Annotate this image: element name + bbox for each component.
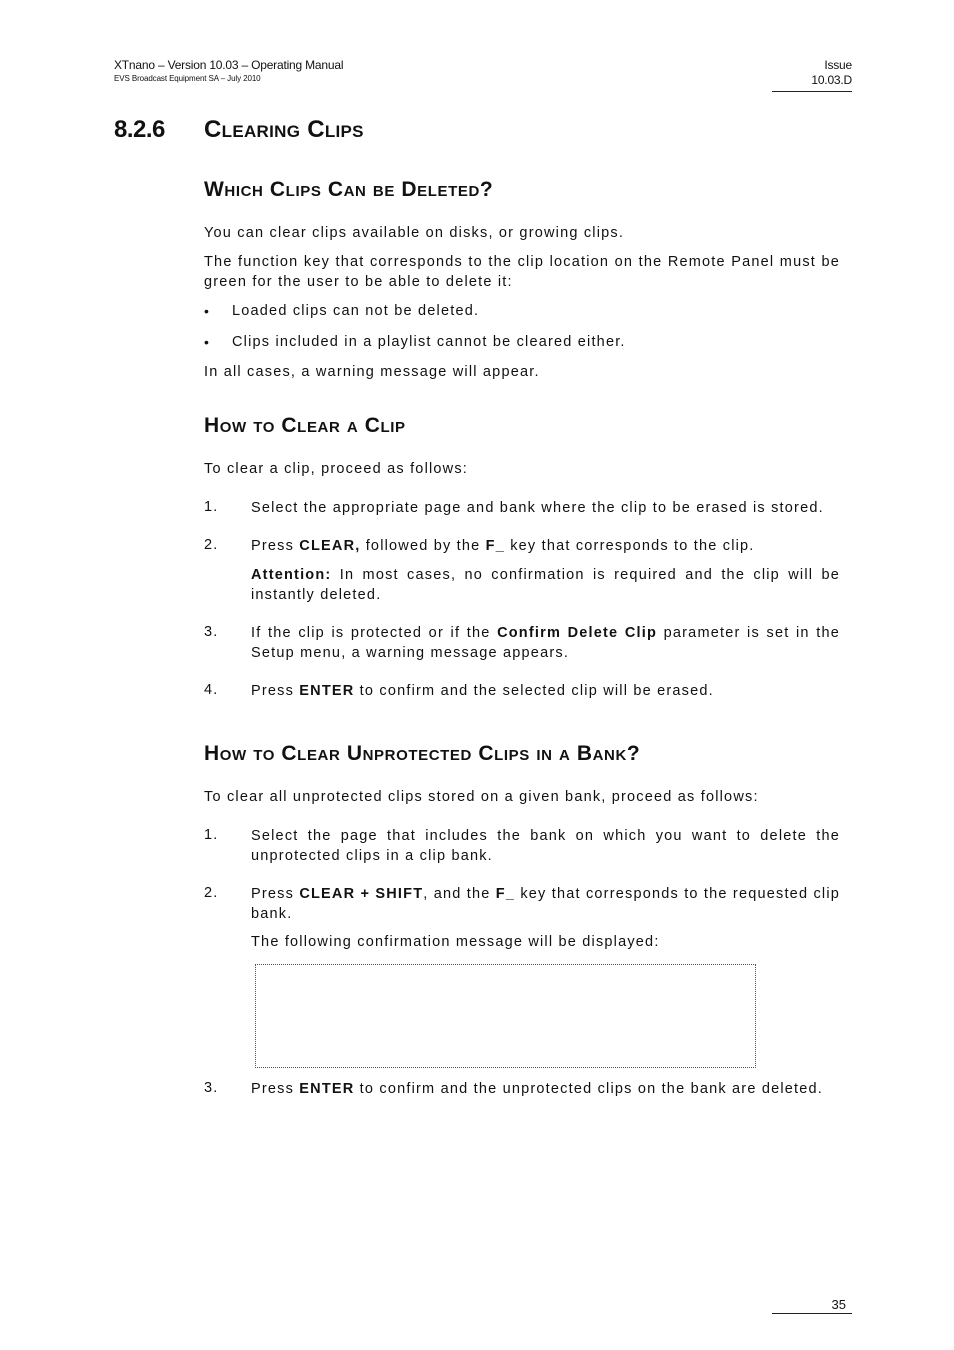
paragraph: In all cases, a warning message will appear. [204, 364, 540, 380]
step-number: 2. [204, 885, 219, 901]
step-number: 3. [204, 624, 219, 640]
header-rule [772, 91, 852, 92]
issue-block [772, 58, 852, 88]
paragraph: The function key that corresponds to the clip location on the Remote Panel must be green for the user to be able to delete it: [204, 254, 840, 290]
step-note: The following confirmation message will be displayed: [251, 934, 660, 950]
section-heading-how-to-clear-clip: How to Clear a Clip [204, 414, 406, 437]
list-item: Clips included in a playlist cannot be cleared either. [232, 334, 626, 350]
step-text: Press CLEAR, followed by the F_ key that corresponds to the clip. [251, 538, 755, 554]
step-text: Select the page that includes the bank on which you want to delete the unprotected clips in a clip bank. [251, 828, 840, 864]
issue-label: Issue [824, 58, 852, 72]
footer-rule [772, 1313, 852, 1314]
confirmation-message-box [255, 964, 756, 1068]
key-enter: ENTER [299, 683, 355, 699]
attention-note: Attention: In most cases, no confirmation is required and the clip will be instantly deleted. [251, 567, 840, 603]
step-number: 3. [204, 1080, 219, 1096]
page-number: 35 [831, 1297, 846, 1312]
step-number: 1. [204, 499, 219, 515]
step-text: If the clip is protected or if the Confirm Delete Clip parameter is set in the Setup menu, a warning message appears. [251, 625, 840, 661]
bullet-icon: • [204, 303, 209, 319]
chapter-number: 8.2.6 [114, 116, 165, 143]
step-text: Press CLEAR + SHIFT, and the F_ key that corresponds to the requested clip bank. [251, 886, 841, 922]
paragraph: To clear a clip, proceed as follows: [204, 461, 469, 477]
list-item: Loaded clips can not be deleted. [232, 303, 480, 319]
paragraph: To clear all unprotected clips stored on a given bank, proceed as follows: [204, 789, 759, 805]
bullet-icon: • [204, 334, 209, 350]
company-line: EVS Broadcast Equipment SA – July 2010 [114, 74, 261, 83]
step-number: 4. [204, 682, 219, 698]
key-clear: CLEAR, [299, 538, 361, 554]
key-f: F_ [495, 886, 516, 902]
attention-label: Attention: [251, 567, 332, 583]
parameter-name: Confirm Delete Clip [497, 625, 658, 641]
step-number: 1. [204, 827, 219, 843]
step-text: Select the appropriate page and bank where the clip to be erased is stored. [251, 500, 824, 516]
step-text: Press ENTER to confirm and the unprotected clips on the bank are deleted. [251, 1081, 824, 1097]
key-f: F_ [485, 538, 505, 554]
chapter-title: Clearing Clips [204, 116, 364, 143]
paragraph: You can clear clips available on disks, or growing clips. [204, 225, 625, 241]
section-heading-which-clips: Which Clips Can be Deleted? [204, 178, 494, 201]
key-enter: ENTER [299, 1081, 355, 1097]
issue-value: 10.03.D [811, 73, 852, 87]
key-clear-shift: CLEAR + SHIFT [299, 886, 424, 902]
manual-title: XTnano – Version 10.03 – Operating Manual [114, 58, 344, 72]
section-heading-unprotected-clips: How to Clear Unprotected Clips in a Bank? [204, 742, 641, 765]
step-number: 2. [204, 537, 219, 553]
step-text: Press ENTER to confirm and the selected clip will be erased. [251, 683, 714, 699]
